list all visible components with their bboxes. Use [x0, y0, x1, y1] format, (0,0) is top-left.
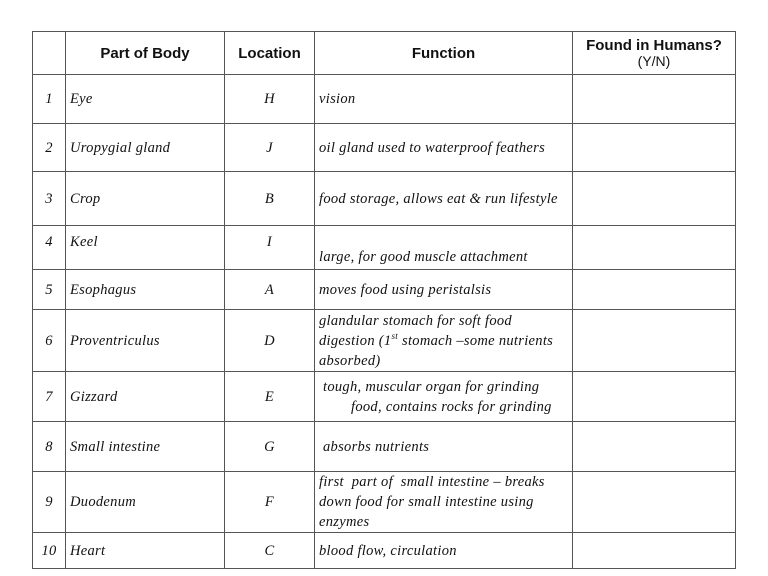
header-row [33, 32, 736, 75]
found-in-humans-cell[interactable] [573, 226, 736, 270]
function: food storage, allows eat & run lifestyle [315, 172, 573, 226]
table-row [33, 172, 736, 226]
function-text-pre: glandular stomach for soft food digestion (1 [319, 312, 512, 349]
found-in-humans-cell[interactable] [573, 75, 736, 124]
part-of-body: Eye [66, 75, 225, 124]
function: absorbs nutrients [315, 422, 573, 472]
location: A [225, 270, 315, 310]
part-of-body: Keel [66, 226, 225, 270]
part-of-body: Gizzard [66, 372, 225, 422]
function: first part of small intestine – breaks down food for small intestine using enzymes [315, 472, 573, 533]
function: vision [315, 75, 573, 124]
function: oil gland used to waterproof feathers [315, 124, 573, 172]
table-row [33, 75, 736, 124]
header-function: Function [315, 32, 573, 75]
table-row [33, 372, 736, 422]
table-row [33, 533, 736, 569]
row-number: 8 [33, 422, 66, 472]
part-of-body: Proventriculus [66, 310, 225, 372]
location: B [225, 172, 315, 226]
location: G [225, 422, 315, 472]
header-part-of-body: Part of Body [66, 32, 225, 75]
location: E [225, 372, 315, 422]
header-found-sub: (Y/N) [637, 53, 671, 69]
part-of-body: Small intestine [66, 422, 225, 472]
function [315, 372, 573, 422]
table-row [33, 310, 736, 372]
row-number: 9 [33, 472, 66, 533]
function: blood flow, circulation [315, 533, 573, 569]
location: D [225, 310, 315, 372]
header-number [33, 32, 66, 75]
part-of-body: Duodenum [66, 472, 225, 533]
row-number: 2 [33, 124, 66, 172]
row-number: 5 [33, 270, 66, 310]
row-number: 1 [33, 75, 66, 124]
header-location: Location [225, 32, 315, 75]
row-number: 7 [33, 372, 66, 422]
function: moves food using peristalsis [315, 270, 573, 310]
header-found-main: Found in Humans? [586, 37, 722, 54]
row-number: 10 [33, 533, 66, 569]
location: H [225, 75, 315, 124]
header-found-in-humans [573, 32, 736, 75]
function-line-1: tough, muscular organ for grinding [323, 378, 540, 395]
function-line-2: food, contains rocks for grinding [351, 398, 552, 415]
bird-anatomy-table [32, 31, 736, 569]
function-text-post: stomach –some nutrients absorbed) [319, 332, 554, 369]
part-of-body: Heart [66, 533, 225, 569]
found-in-humans-cell[interactable] [573, 270, 736, 310]
function [315, 310, 573, 372]
row-number: 3 [33, 172, 66, 226]
found-in-humans-cell[interactable] [573, 124, 736, 172]
row-number: 6 [33, 310, 66, 372]
row-number: 4 [33, 226, 66, 270]
table-row [33, 270, 736, 310]
function: large, for good muscle attachment [315, 226, 573, 270]
function-superscript: st [391, 330, 399, 341]
table-row [33, 226, 736, 270]
part-of-body: Crop [66, 172, 225, 226]
part-of-body: Esophagus [66, 270, 225, 310]
location: F [225, 472, 315, 533]
location: J [225, 124, 315, 172]
location: I [225, 226, 315, 270]
table-row [33, 472, 736, 533]
found-in-humans-cell[interactable] [573, 422, 736, 472]
table-row [33, 124, 736, 172]
table-row [33, 422, 736, 472]
found-in-humans-cell[interactable] [573, 172, 736, 226]
found-in-humans-cell[interactable] [573, 372, 736, 422]
found-in-humans-cell[interactable] [573, 310, 736, 372]
found-in-humans-cell[interactable] [573, 472, 736, 533]
found-in-humans-cell[interactable] [573, 533, 736, 569]
location: C [225, 533, 315, 569]
part-of-body: Uropygial gland [66, 124, 225, 172]
